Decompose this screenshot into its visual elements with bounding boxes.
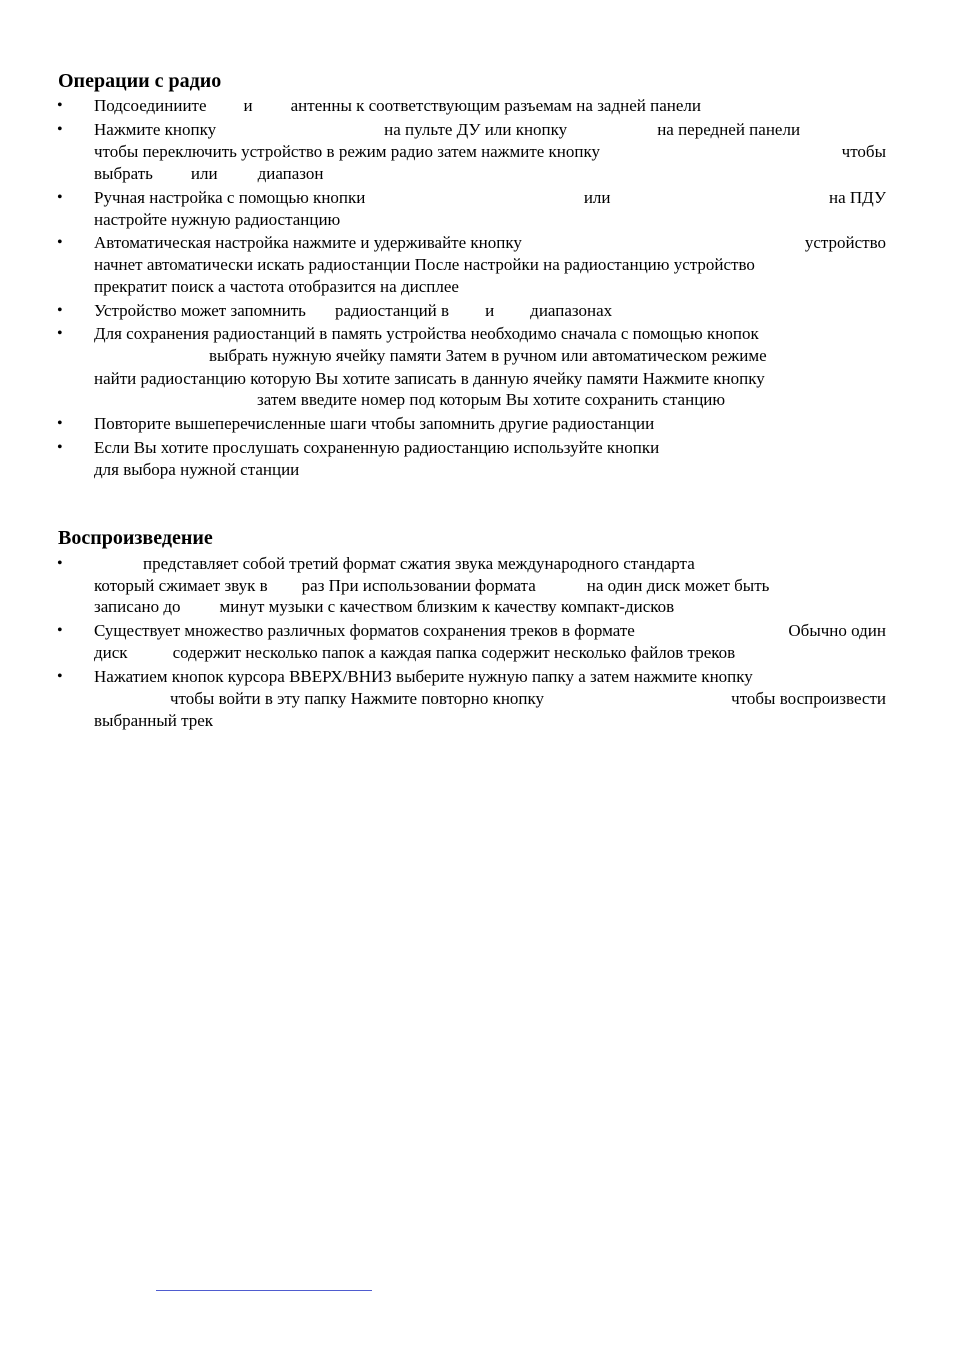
text-line: Нажатием кнопок курсора ВВЕРХ/ВНИЗ выберите нужную папку а затем нажмите кнопку <box>94 667 753 686</box>
text-line: выбрать нужную ячейку памяти Затем в ручном или автоматическом режиме <box>209 346 767 365</box>
text-line: начнет автоматически искать радиостанции После настройки на радиостанцию устройство <box>94 255 755 274</box>
bullet-marker: • <box>57 121 63 138</box>
text-line: выбрать или диапазон <box>94 164 324 183</box>
text-line: найти радиостанцию которую Вы хотите записать в данную ячейку памяти Нажмите кнопку <box>94 369 765 388</box>
bullet-marker: • <box>57 325 63 342</box>
text-line: Для сохранения радиостанций в память устройства необходимо сначала с помощью кнопок <box>94 324 759 343</box>
text-line: Подсоединиите и антенны к соответствующим разъемам на задней панели <box>94 96 701 115</box>
text-line: настройте нужную радиостанцию <box>94 210 341 229</box>
text-line: чтобы переключить устройство в режим радио затем нажмите кнопку чтобы <box>94 142 886 161</box>
bullet-marker: • <box>57 415 63 432</box>
bullet-marker: • <box>57 97 63 114</box>
text-line: который сжимает звук в раз При использовании формата на один диск может быть <box>94 576 770 595</box>
text-line: чтобы войти в эту папку Нажмите повторно кнопку чтобы воспроизвести <box>170 689 886 708</box>
text-line: Автоматическая настройка нажмите и удерживайте кнопку устройство <box>94 233 886 252</box>
text-line: прекратит поиск а частота отобразится на дисплее <box>94 277 459 296</box>
text-line: Если Вы хотите прослушать сохраненную радиостанцию используйте кнопки <box>94 438 660 457</box>
bullet-marker: • <box>57 622 63 639</box>
text-line: выбранный трек <box>94 711 214 730</box>
bullet-marker: • <box>57 555 63 572</box>
bullet-marker: • <box>57 234 63 251</box>
text-line: Нажмите кнопку на пульте ДУ или кнопку на передней панели <box>94 120 801 139</box>
bullet-marker: • <box>57 439 63 456</box>
text-line: для выбора нужной станции <box>94 460 300 479</box>
section-title-playback: Воспроизведение <box>58 527 213 549</box>
text-line: диск содержит несколько папок а каждая папка содержит несколько файлов треков <box>94 643 736 662</box>
text-line: Устройство может запомнить радиостанций в и диапазонах <box>94 301 613 320</box>
footnote-separator <box>156 1290 372 1291</box>
section-title-radio: Операции с радио <box>58 70 222 92</box>
bullet-marker: • <box>57 302 63 319</box>
text-line: записано до минут музыки с качеством близким к качеству компакт-дисков <box>94 597 675 616</box>
bullet-marker: • <box>57 668 63 685</box>
bullet-marker: • <box>57 189 63 206</box>
text-line: Ручная настройка с помощью кнопки или на ПДУ <box>94 188 886 207</box>
text-line: Существует множество различных форматов сохранения треков в формате Обычно один <box>94 621 886 640</box>
text-line: затем введите номер под которым Вы хотите сохранить станцию <box>257 390 726 409</box>
text-line: Повторите вышеперечисленные шаги чтобы запомнить другие радиостанции <box>94 414 655 433</box>
text-line: представляет собой третий формат сжатия звука международного стандарта <box>143 554 695 573</box>
